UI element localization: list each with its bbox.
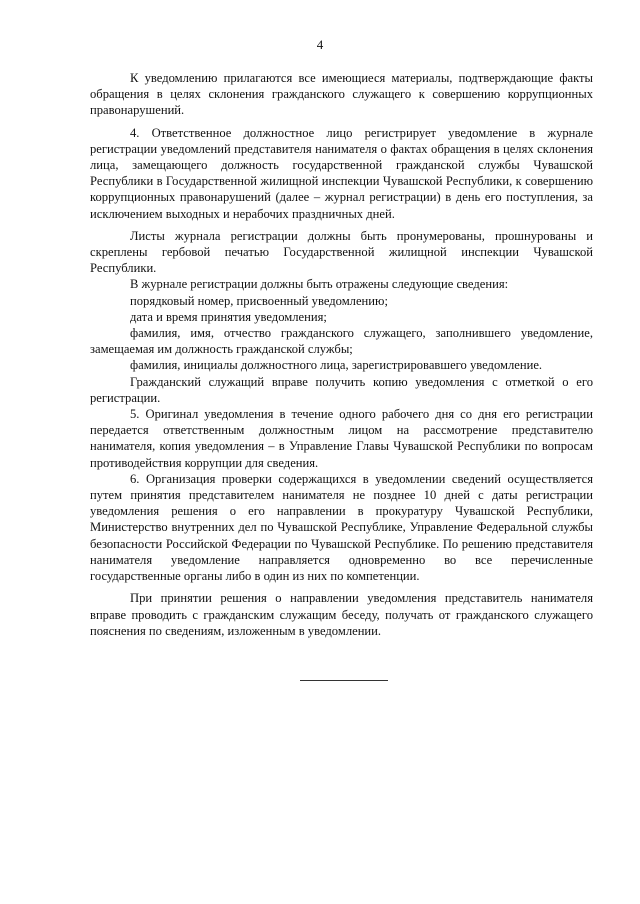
paragraph-journal-sheets: Листы журнала регистрации должны быть пронумерованы, прошнурованы и скреплены гербовой печатью Государственной жилищной инспекции Чувашской Республики. [90, 228, 593, 276]
document-body [90, 70, 593, 639]
list-item-employee-name: фамилия, имя, отчество гражданского служащего, заполнившего уведомление, замещаемая им должность гражданской службы; [90, 326, 593, 357]
list-item-date-time: дата и время принятия уведомления; [130, 309, 327, 324]
paragraph-journal-contents: В журнале регистрации должны быть отражены следующие сведения: [130, 277, 509, 292]
paragraph-copy-right: Гражданский служащий вправе получить копию уведомления с отметкой о его регистрации. [90, 374, 593, 405]
paragraph-6-verification: 6. Организация проверки содержащихся в уведомлении сведений осуществляется путем принятия представителем нанимателя не позднее 10 дней с даты регистрации уведомления решения о его направлении в прокуратуру Чувашской Республики, Министерство внутренних дел по Чувашской Республике, Управление Федеральной службы безопасности Российской Федерации по Чувашской Республике. По решению представителя нанимателя уведомление направляется одновременно во все перечисленные государственные органы либо в один из них по компетенции. [90, 471, 593, 584]
paragraph-interview: При принятии решения о направлении уведомления представитель нанимателя вправе проводить с гражданским служащим беседу, получать от гражданского служащего пояснения по сведениям, изложенным в уведомлении. [90, 591, 593, 638]
list-item-official-name: фамилия, инициалы должностного лица, зарегистрировавшего уведомление. [130, 358, 543, 373]
list-item-serial-number: порядковый номер, присвоенный уведомлению; [130, 293, 388, 308]
paragraph-attachments: К уведомлению прилагаются все имеющиеся материалы, подтверждающие факты обращения в целях склонения гражданского служащего к совершению коррупционных правонарушений. [90, 71, 593, 118]
page-number: 4 [316, 37, 324, 52]
paragraph-4-registration: 4. Ответственное должностное лицо регистрирует уведомление в журнале регистрации уведомлений представителя нанимателя о фактах обращения в целях склонения лица, замещающего должность государственной гражданской службы Чувашской Республики в Государственной жилищной инспекции Чувашской Республики, к совершению коррупционных правонарушений (далее – журнал регистрации) в день его поступления, за исключением выходных и нерабочих праздничных дней. [90, 125, 593, 221]
paragraph-5-original: 5. Оригинал уведомления в течение одного рабочего дня со дня его регистрации передается ответственным должностным лицом на рассмотрение представителю нанимателя, копия уведомления – в Управление Главы Чувашской Республики по вопросам противодействия коррупции для сведения. [90, 407, 593, 470]
end-divider [300, 680, 388, 681]
